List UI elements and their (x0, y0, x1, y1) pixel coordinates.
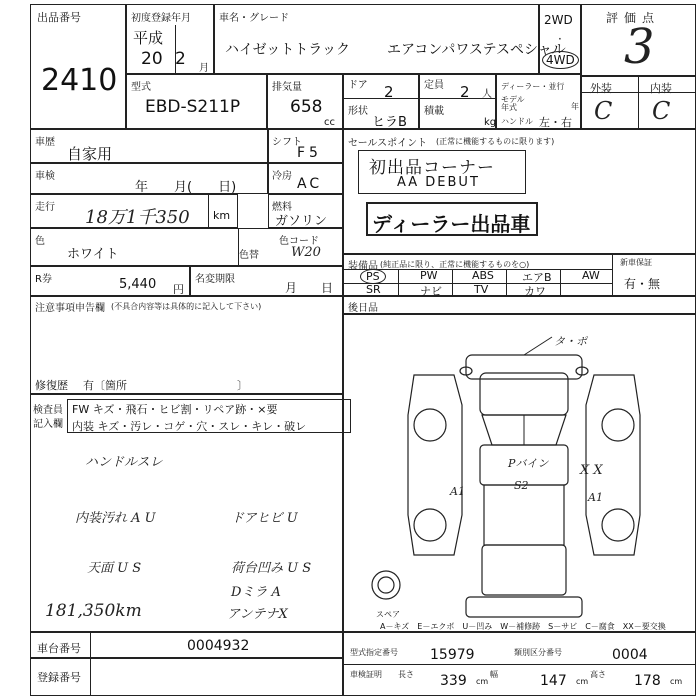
divider (238, 228, 239, 266)
doors-value: 2 (384, 83, 394, 101)
equipment-airbag: エアB (522, 271, 552, 284)
diagram-note-5: A1 (588, 491, 603, 504)
inspector-row-2: 内装 キズ・汚レ・コゲ・穴・スレ・キレ・破レ (72, 420, 307, 433)
equipment-abs: ABS (472, 269, 494, 282)
shift-label: シフト (272, 137, 302, 148)
model-year-label: モデル年式 (501, 95, 525, 112)
history-box (30, 129, 268, 163)
name-change-value: 月 日 (285, 281, 334, 295)
divider (612, 255, 613, 297)
equipment-label: 装備品 (348, 261, 378, 272)
inspection-label: 車検 (35, 171, 55, 182)
handwritten-note-6: アンテナX (227, 607, 288, 622)
model-no-label: 型式指定番号 (350, 648, 398, 657)
name-grade-label: 車名・グレード (219, 13, 289, 24)
sales-point-label: セールスポイント (348, 138, 428, 149)
recycle-label: R券 (35, 274, 52, 285)
width-value: 147 (540, 673, 567, 689)
mileage-unit-box (208, 194, 238, 228)
sales-point-box (343, 129, 696, 254)
handwritten-note-5: Dミラ A (231, 585, 281, 600)
width-unit: cm (576, 677, 589, 686)
color-code-value: W20 (291, 245, 321, 260)
displacement-unit: cc (324, 117, 335, 128)
rating-value: 3 (624, 19, 655, 75)
color-change-label: 色替 (239, 250, 259, 261)
equipment-pw: PW (420, 269, 438, 282)
doors-shape-box (343, 74, 419, 129)
exterior-label: 外装 (590, 82, 612, 95)
equipment-hint: (純正品に限り、正常に機能するものを○) (380, 260, 530, 269)
lot-number-box (30, 4, 126, 129)
chassis-value: 0004932 (187, 638, 250, 654)
divider (344, 269, 612, 270)
divider (175, 25, 176, 74)
handwritten-note-1: ハンドルスレ (85, 455, 163, 470)
load-label: 積載 (424, 106, 444, 117)
interior-value: C (652, 97, 671, 125)
inspection-box (30, 163, 268, 194)
divider (638, 76, 639, 129)
seats-unit: 人 (482, 89, 492, 100)
diagram-note-3: X X (580, 463, 603, 478)
recycle-value: 5,440 (119, 277, 157, 292)
first-listing-title: 初出品コーナー (369, 158, 495, 178)
handle-label: ハンドル (501, 117, 533, 126)
equipment-aw: AW (582, 269, 600, 282)
displacement-label: 排気量 (272, 82, 302, 93)
mileage-box (30, 194, 238, 228)
chassis-box (30, 632, 343, 658)
history-label: 車歴 (35, 137, 55, 148)
registration-box (30, 658, 343, 696)
ac-value: AC (297, 176, 323, 192)
inspector-check-box (67, 399, 351, 433)
repair-value: 有〔箇所 〕 (83, 379, 248, 392)
dealer-stamp (366, 202, 538, 236)
dealer-handle-box (496, 74, 581, 129)
notes-hint: (不具合内容等は具体的に記入して下さい) (111, 302, 262, 311)
height-unit: cm (670, 677, 683, 686)
inspector-label-1: 検査員 (33, 405, 63, 416)
history-value: 自家用 (67, 145, 113, 163)
notes-box (30, 296, 343, 394)
dot: · (558, 32, 562, 46)
equipment-tv: TV (474, 283, 489, 296)
divider (452, 269, 453, 297)
divider (506, 269, 507, 297)
repair-label: 修復歴 (35, 379, 68, 392)
inspector-row-1: FW キズ・飛石・ヒビ割・リペア跡・×要 (72, 403, 278, 416)
length-unit: cm (476, 677, 489, 686)
interior-label: 内装 (650, 82, 672, 95)
diagram-note-6: S2 (514, 479, 529, 492)
recycle-unit: 円 (173, 283, 184, 296)
car-name: ハイゼットトラック (225, 42, 351, 58)
fuel-box (268, 194, 343, 228)
mileage-unit: km (213, 209, 231, 222)
class-no-label: 類別区分番号 (514, 648, 562, 657)
new-warranty-value: 有・無 (624, 277, 661, 291)
notes-label: 注意事項申告欄 (35, 303, 105, 314)
ac-label: 冷房 (272, 171, 292, 182)
drive-2wd: 2WD (544, 13, 573, 27)
length-label: 長さ (398, 670, 414, 679)
shape-value: ヒラB (372, 115, 407, 130)
chassis-label: 車台番号 (37, 642, 81, 655)
month-unit: 月 (199, 63, 209, 74)
recycle-box (30, 266, 190, 296)
model-label: 型式 (131, 82, 151, 93)
color-code-label: 色コード (279, 236, 319, 247)
lot-label: 出品番号 (37, 11, 81, 24)
reg-month: 2 (175, 49, 186, 69)
drive-4wd: 4WD (542, 51, 579, 69)
fuel-label: 燃料 (272, 202, 292, 213)
lot-number: 2410 (41, 63, 118, 98)
divider (398, 269, 399, 297)
handwritten-note-8: ドアヒビ U (231, 511, 298, 526)
handle-value: 左・右 (539, 116, 572, 129)
color-box (30, 228, 343, 266)
damage-legend: A－キズ E－エクボ U－凹み W－補修跡 S－サビ C－腐食 XX－要交換 (380, 622, 666, 631)
load-unit: kg (484, 117, 497, 128)
equipment-ps: PS (360, 269, 386, 284)
class-no-value: 0004 (612, 647, 648, 663)
mileage-value: 18万1千350 (85, 207, 190, 228)
shape-label: 形状 (348, 106, 368, 117)
model-no-value: 15979 (430, 647, 475, 663)
handwritten-note-7: 181,350km (45, 601, 142, 621)
handwritten-note-3: 天面 U S (87, 561, 142, 576)
equipment-sr: SR (366, 283, 381, 296)
name-change-box (190, 266, 343, 296)
divider (344, 283, 612, 284)
shift-box (268, 129, 343, 163)
handwritten-note-2: 内装汚れ A U (75, 511, 156, 526)
first-listing-stamp (358, 150, 526, 194)
model-box (126, 74, 267, 129)
drive-box (539, 4, 581, 74)
height-label: 高さ (590, 670, 606, 679)
inspector-label-box (31, 401, 67, 429)
inspector-label-2: 記入欄 (33, 419, 63, 430)
displacement-box (267, 74, 343, 129)
reg-year: 20 (141, 49, 163, 69)
divider (343, 664, 696, 665)
new-warranty-label: 新車保証 (620, 258, 652, 267)
seats-label: 定員 (424, 80, 444, 91)
diagram-note-1: タ・ポ (554, 335, 587, 348)
inspector-box (30, 394, 343, 632)
ac-box (268, 163, 343, 194)
model-year-unit: 年 (571, 102, 579, 111)
rating-label: 評価点 (606, 11, 661, 25)
first-registration-box (126, 4, 214, 74)
color-value: ホワイト (67, 247, 119, 262)
first-registration-label: 初度登録年月 (131, 13, 191, 24)
diagram-note-4: A1 (450, 485, 465, 498)
spare-label: スペア (376, 610, 400, 619)
dealer-label: ディーラー・並行 (501, 82, 565, 91)
equipment-navi: ナビ (420, 285, 442, 298)
fuel-value: ガソリン (275, 214, 328, 229)
car-grade: エアコンパワステスペシャル (387, 42, 566, 58)
truck-diagram (344, 315, 697, 633)
width-label: 幅 (490, 670, 498, 679)
divider (560, 269, 561, 297)
cert-label: 車検証明 (350, 670, 382, 679)
rating-box (581, 4, 696, 76)
doors-label: ドア (348, 80, 368, 91)
post-install-box (343, 296, 696, 314)
displacement-value: 658 (290, 97, 323, 117)
mileage-label: 走行 (35, 202, 55, 213)
first-listing-subtitle: AA DEBUT (397, 175, 480, 190)
name-change-label: 名変期限 (195, 274, 235, 285)
registration-label: 登録番号 (37, 671, 81, 684)
model-value: EBD-S211P (145, 97, 241, 117)
shift-value: F5 (297, 145, 322, 161)
seats-value: 2 (460, 83, 470, 101)
sales-point-hint: (正常に機能するものに限ります) (436, 137, 555, 146)
equipment-leather: カワ (524, 285, 546, 298)
handwritten-note-4: 荷台凹み U S (231, 561, 312, 576)
equipment-box (343, 254, 696, 296)
diagram-note-2: Pバイン (508, 457, 549, 470)
color-label: 色 (35, 236, 45, 247)
seats-load-box (419, 74, 496, 129)
post-install-label: 後日品 (348, 303, 378, 314)
diagram-box (343, 314, 696, 632)
dealer-stamp-text: ディーラー出品車 (372, 212, 531, 236)
height-value: 178 (634, 673, 661, 689)
era: 平成 (133, 29, 164, 47)
inspection-value: 年 月( 日) (135, 180, 237, 195)
exterior-value: C (594, 97, 613, 125)
length-value: 339 (440, 673, 467, 689)
